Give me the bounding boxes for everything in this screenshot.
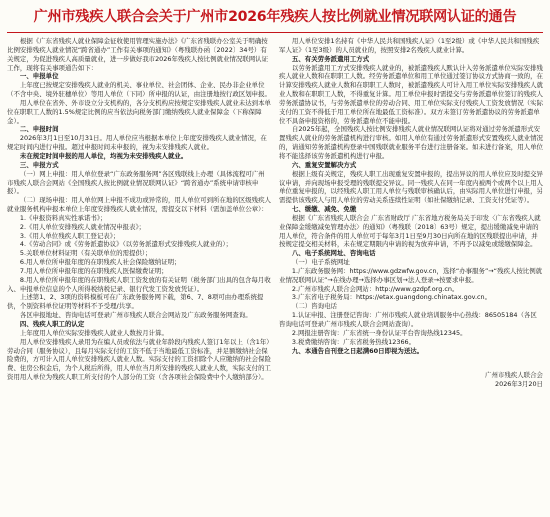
notice-body — [7, 37, 543, 509]
paragraph: 3.广东省电子税务局：https://etax.guangdong.chinatax.gov.cn。 — [291, 293, 492, 302]
left-column — [7, 37, 271, 509]
signature-spacer — [279, 355, 543, 371]
paragraph: （一）网上申报：用人单位登录“广东政务服务网”各区残联线上办理（具体流程可广州市残疾人联合会网站《全国残疾人按比例就业情况联网认证》“跨省通办”系统申请审核申报）。 — [7, 169, 265, 196]
paragraph: 各区申报地址、咨询电话可登录广州市残疾人联合会网站及广东政务服务网查询。 — [19, 311, 252, 320]
paragraph: 用人单位在省外、外市设立分支机构的，各分支机构应按规定安排残疾人就业未达到本单位在职职工人数的1.5%规定比例的应当依法向税务部门缴纳残疾人就业保障金（下称保障金）。 — [7, 98, 271, 125]
paragraph: 以劳务派遣用工方式安排残疾人就业的，被派遣残疾人默认计入劳务派遣单位实际安排残疾人就业人数和在职职工人数。经劳务派遣单位和用工单位通过签订协议方式协商一致的，在计算安排残疾人就业人数和在职职工人数时，被派遣残疾人可计入用工单位实际安排残疾人就业人数和在职职工人数，不得重复计算。用工单位申报时需提交与劳务派遣单位签订的残疾人劳务派遣协议书，与劳务派遣单位的劳动合同、用工单位实际支付残疾人工资发放情况（实际支付的工资不得低于用工单位所在地最低工资标准）。双方未签订劳务派遣协议的劳务派遣单位不具备申报资格的，劳务派遣单位不能申报。 — [279, 63, 543, 125]
signature-line: 广州市残疾人联合会 — [485, 371, 543, 380]
section-heading: 七、缓缴、减免、免缴 — [291, 205, 357, 214]
paragraph: 8.用人单位所申报年度的在职残疾人职工资发放的有关证明（税务部门出具的包含每月收入、申报单位信息的个人所得税纳税记录、银行代发工资发放凭证）。 — [7, 275, 271, 293]
paragraph: （二）咨询电话 — [291, 302, 337, 311]
section-heading: 四、残疾人职工的认定 — [19, 320, 85, 328]
paragraph: 用人单位安排残疾人录用为在编人员或依法与就业年龄段内残疾人签订1年以上（含1年）劳动合同（服务协议），且每月实际支付的工资不低于当地最低工资标准，并足额缴纳社会保险费的，方可计入用人单位安排残疾人就业人数。实际支付的工资扣除个人应缴纳的社会保险费、住房公积金后，为个人税后所得，用人单位当月所安排的残疾人就业人数，实际支付的工资用用人单位为残疾人职工所支付的个人部分的工资（含各项社会保险费中个人缴纳部分）。 — [7, 337, 271, 382]
paragraph: 1.广东政务服务网：https://www.gdzwfw.gov.cn，选择“办事服务”→“残疾人按比例就业情况联网认证”→在线办理→选择办事区划→法人登录→按要求申报。 — [279, 266, 543, 284]
right-column — [279, 37, 543, 509]
paragraph: 上年度已按规定安排残疾人就业的机关、事业单位、社会团体、企业、民办非企业单位（不含中央、境外驻穗单位）等用人单位（下同）所申报的认证，由注册地按行政区划申报。 — [7, 81, 271, 99]
paragraph: 上年度用人单位实际安排残疾人就业人数按月计算。 — [19, 328, 168, 337]
bold-notice: 九、本通告自刊登之日起满60日即视为送达。 — [291, 346, 424, 355]
section-heading: 一、申报单位 — [19, 72, 59, 81]
paragraph: 2.《用人单位安排残疾人就业情况申报表》； — [19, 222, 146, 231]
paragraph: 用人单位安排1名持有《中华人民共和国残疾人证》（1至2级）或《中华人民共和国残疾军人证》（1至3级）的人员就业的，按照安排2名残疾人就业计算。 — [279, 37, 540, 54]
paragraph: 6.用人单位所申报年度的在职残疾人社会保险缴纳证明； — [19, 258, 181, 267]
section-heading: 八、电子系统网址、咨询电话 — [291, 249, 376, 258]
section-heading: 三、申报方式 — [19, 160, 59, 169]
section-heading: 二、申报时间 — [19, 125, 59, 134]
bold-notice: 未在规定时间申报的用人单位，均视为未安排残疾人就业。 — [19, 151, 188, 160]
paragraph: 1.认证申报、注册登记咨询：广州市残疾人就业培训服务中心热线：86505184（各区咨询电话可登录广州市残疾人联合会网站查询）。 — [279, 311, 537, 328]
paragraph: 1.《申报资料真实性承诺书》； — [19, 213, 107, 222]
paragraph: 2.网报注册咨询：广东省统一身份认证平台咨询热线12345。 — [291, 328, 467, 337]
paragraph: 根据上级有关规定，残疾人职工出现重复安置申报的，提出异议的用人单位应及时提交异议申请，并向现场申报受理的残联提交异议。同一残疾人在同一年度内被两个或两个以上用人单位重复申报的，以经残疾人职工用人单位与残联审核确认后，由实际用人单位进行申报，另需提供该残疾人与用人单位的劳动关系连续性证明（如社保缴纳记录、工资支付凭证等）。 — [279, 169, 543, 205]
paragraph: （二）现场申报：用人单位网上申报不成功或异常的，用人单位可到所在地的区级残疾人就业服务机构申报本单位上年度安排残疾人就业情况，需提交以下材料（需加盖单位公章）： — [7, 196, 271, 214]
notice-title: 广州市残疾人联合会关于广州市2026年残疾人按比例就业情况联网认证的通告 — [7, 6, 543, 33]
paragraph: 5.关联单位材料证明（有关联单位的需提供）； — [19, 249, 152, 258]
paragraph: 2.广州市残疾人联合会网站：http://www.gzdpf.org.cn。 — [291, 284, 459, 293]
paragraph: 上述第1、2、3项的资料模板可在广东政务服务网下载，第6、7、8项可由办理系统提供，个别资料单位证明等材料不予受理/共享。 — [7, 293, 264, 311]
section-heading: 五、有关劳务派遣用工方式 — [291, 54, 370, 63]
paragraph: 根据《广东省残疾人就业保障金征收使用管理实施办法》《广东省残联办公室关于明确按比例安排残疾人就业情况“跨省通办”工作有关事项的通知》（粤残联办函〔2022〕34号）有关规定，为促进残疾人高质量就业，进一步做好我市2026年残疾人按比例就业情况联网认证工作，现将有关事项通告如下： — [7, 37, 269, 72]
signature-line: 2026年3月20日 — [495, 380, 543, 389]
paragraph: 7.用人单位所申报年度的在职残疾人医保缴费证明； — [19, 266, 168, 275]
section-heading: 六、重复安置解决方式 — [291, 160, 357, 169]
paragraph: 根据《广东省残疾人联合会 广东省财政厅 广东省地方税务局关于印发〈广东省残疾人就业保障金缓缴减免管理办法〉的通知》（粤残联〔2018〕63号）规定，提出缓缴减免申请的用人单位，符合条件的用人单位可于每年3月1日至9月30日向所在地的区残联提出申请，并按规定提交相关材料，未在规定期限内申请的视为放弃申请，不再予以减免或缓缴保障金。 — [279, 213, 541, 249]
paragraph: （一）电子系统网址 — [291, 258, 350, 267]
paragraph: 3.《用人单位残疾人职工登记表》； — [19, 231, 120, 240]
paragraph: 2026年3月1日至10月31日。用人单位应当根据本单位上年度安排残疾人就业情况，在规定时间内进行申报。超过申报时间未申报的，视为未安排残疾人就业。 — [7, 134, 267, 152]
paragraph: 自2025年起，全国残疾人按比例安排残疾人就业情况联网认证将对通过劳务派遣形式安置残疾人就业的劳务派遣机构进行审核。如用人单位有通过劳务派遣形式安置残疾人就业情况的，请通知劳务派遣机构登录中国残联就业服务平台进行注册备案。如未进行备案，用人单位将不能选择该劳务派遣机构进行申报。 — [279, 125, 543, 160]
paragraph: 3.税费缴纳咨询：广东省税务热线12366。 — [291, 337, 416, 346]
paragraph: 4.《劳动合同》或《劳务派遣协议》（以劳务派遣形式安排残疾人就业的）； — [19, 240, 233, 249]
